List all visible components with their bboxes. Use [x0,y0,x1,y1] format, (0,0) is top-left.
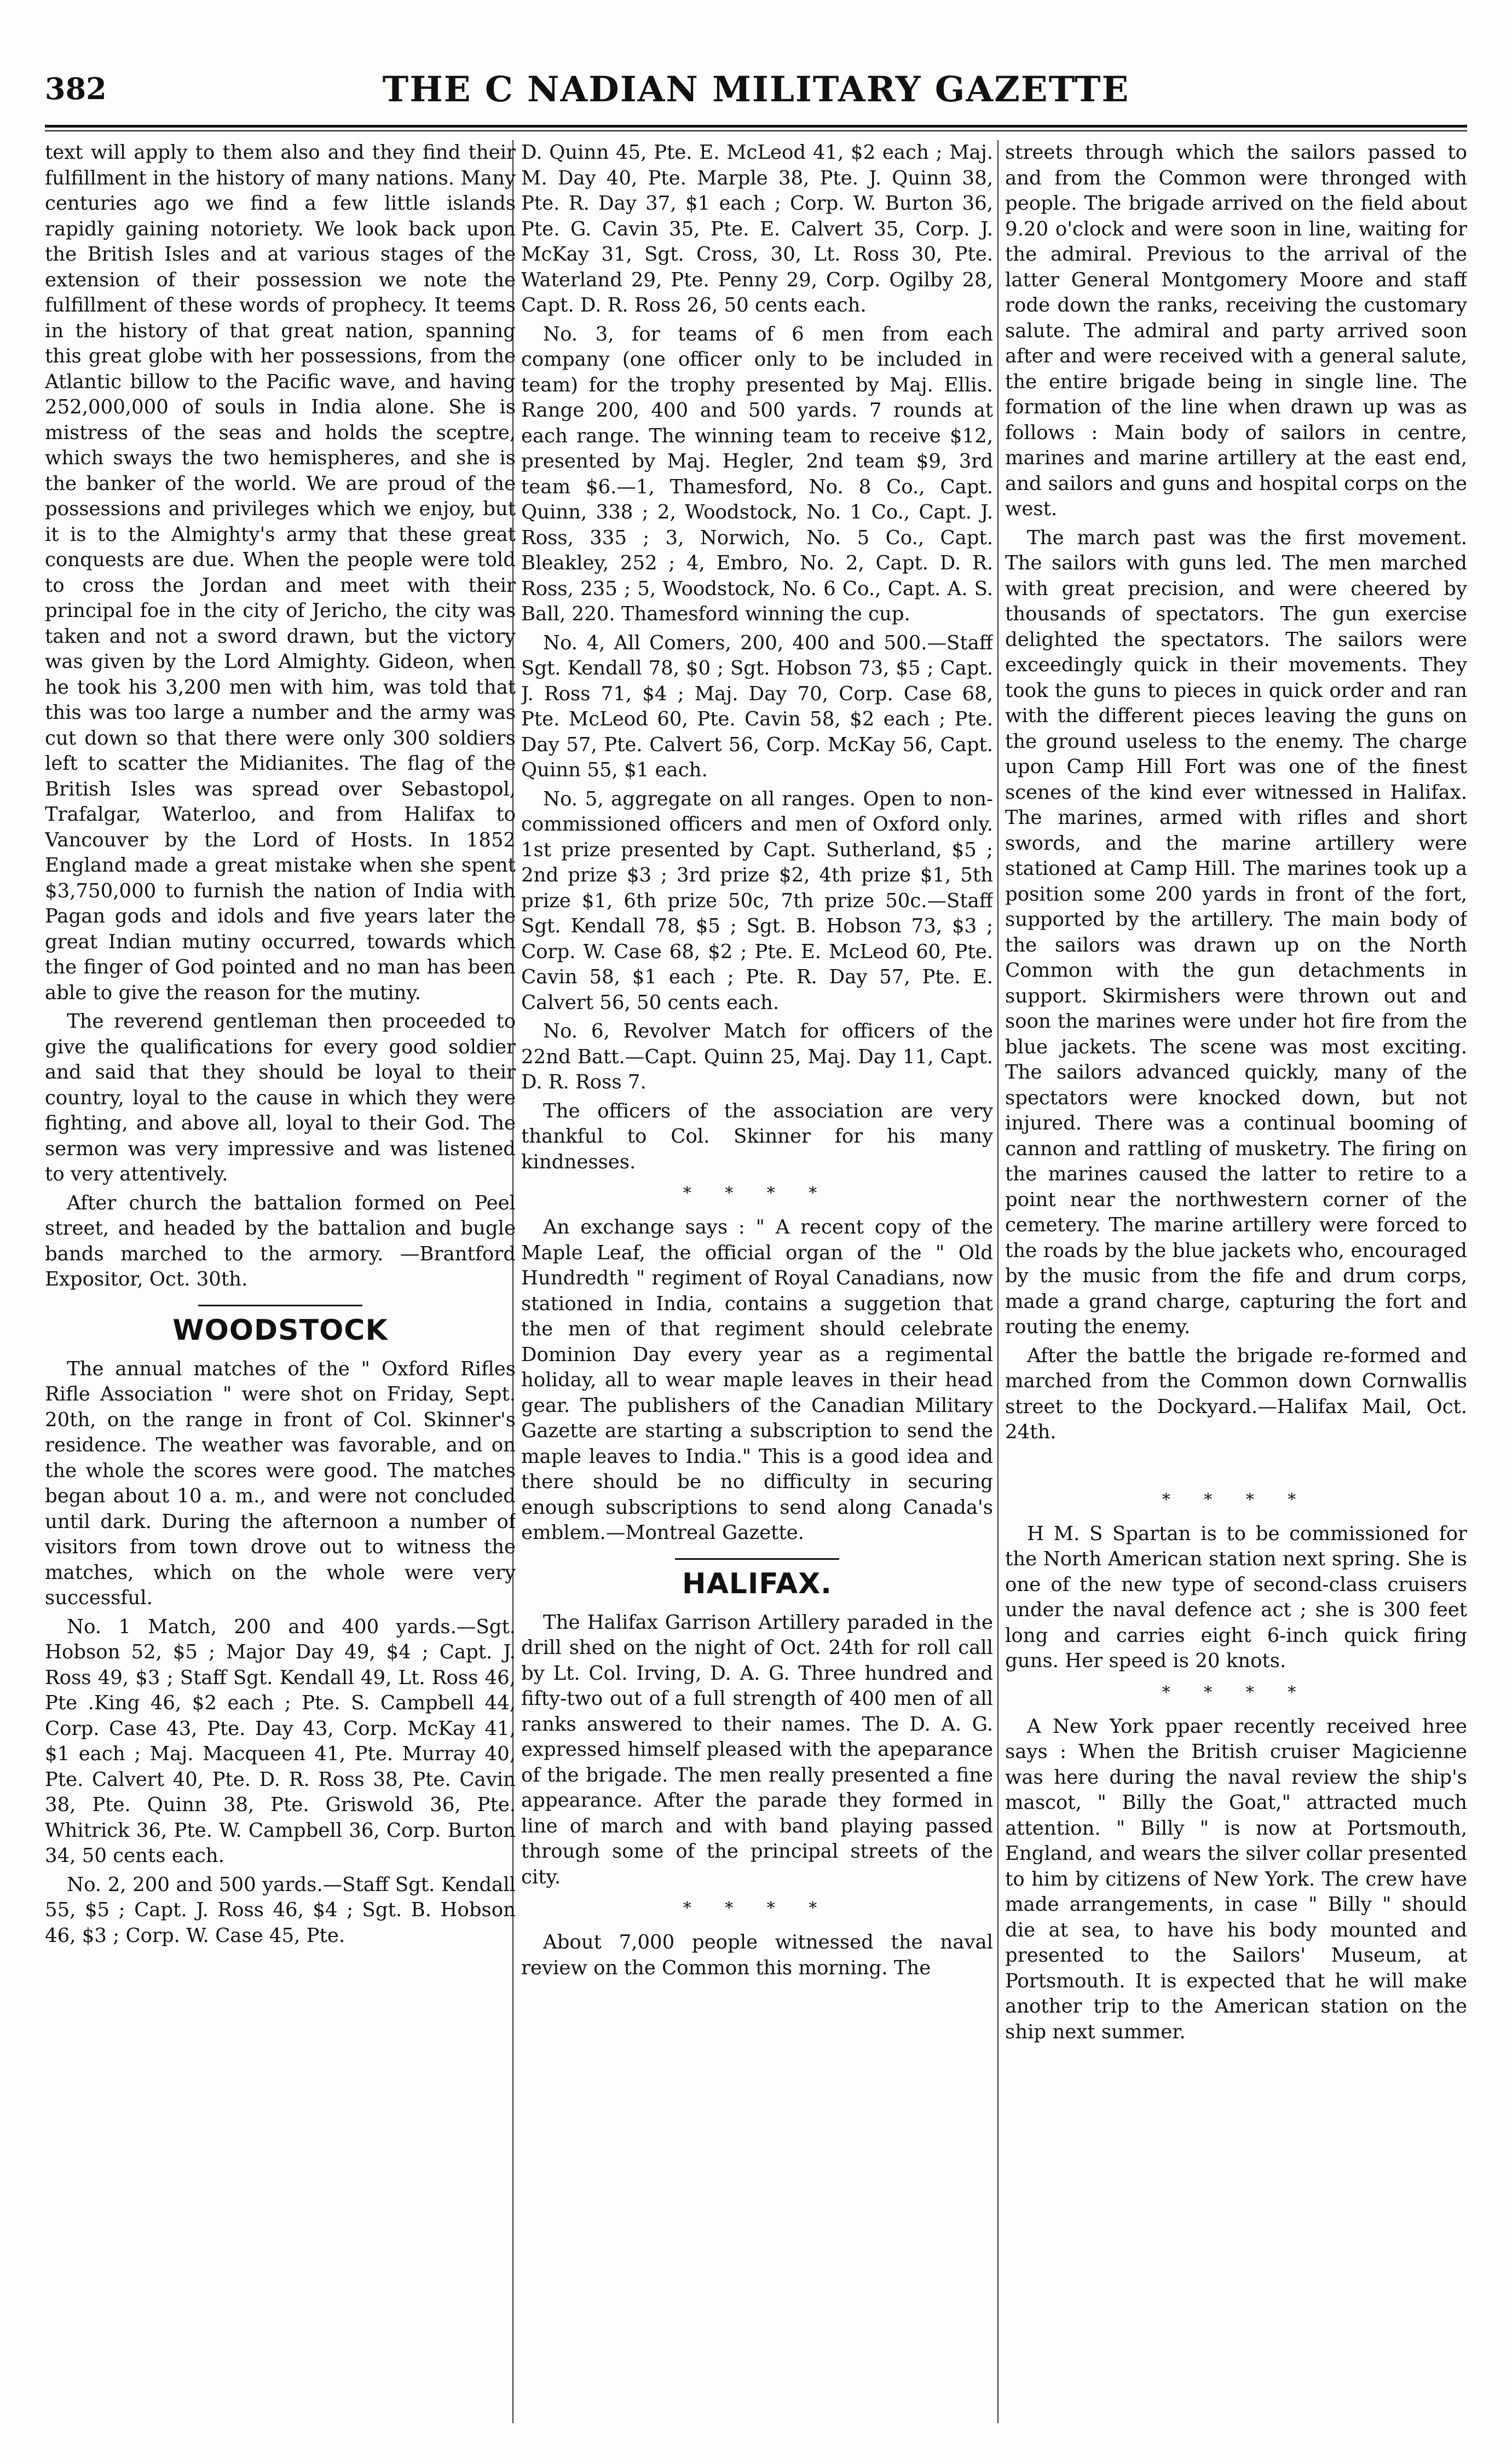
masthead [45,66,1467,120]
match-6-results: No. 6, Revolver Match for officers of the 22nd Batt.—Capt. Quinn 25, Maj. Day 11, Capt. D. R. Ross 7. [521,1020,993,1093]
column-divider-2 [997,140,999,2423]
naval-review-item: About 7,000 people witnessed the naval review on the Common this morning. The [521,1931,993,1979]
column-1 [45,140,516,2429]
woodstock-intro: The annual matches of the " Oxford Rifles Rifle Association " were shot on Friday, Sept. 20th, on the range in front of Col. Skinner's residence. The weather was favorable, and on the whole the scores were good. The matches began about 10 a. m., and were not concluded until dark. During the afternoon a number of visitors from town drove out to witness the matches, which on the whole were very successful. [45,1357,516,1609]
match-2-results: No. 2, 200 and 500 yards.—Staff Sgt. Kendall 55, $5 ; Capt. J. Ross 46, $4 ; Sgt. B. Hobson 46, $3 ; Corp. W. Case 45, Pte. [45,1873,516,1947]
star-separator: * * * * [683,1899,832,1918]
halifax-garrison-item: The Halifax Garrison Artillery paraded in the drill shed on the night of Oct. 24th for roll call by Lt. Col. Irving, D. A. G. Three hundred and fifty-two out of a full strength of 400 men of all ranks answered to their names. The D. A. G. expressed himself pleased with the apeparance of the brigade. The men really presented a fine appearance. After the parade they formed in line of march and with band playing passed through some of the principal streets of the city. [521,1611,993,1888]
match-5-results: No. 5, aggregate on all ranges. Open to non-commissioned officers and men of Oxford only. 1st prize presented by Capt. Sutherland, $5 ; 2nd prize $3 ; 3rd prize $2, 4th prize $1, 5th prize $1, 6th prize 50c, 7th prize 50c.—Staff Sgt. Kendall 78, $5 ; Sgt. B. Hobson 73, $3 ; Corp. W. Case 68, $2 ; Pte. E. McLeod 60, Pte. Cavin 58, $1 each ; Pte. R. Day 57, Pte. E. Calvert 56, 50 cents each. [521,787,993,1014]
brigade-reformed-item: After the battle the brigade re-formed and marched from the Common down Cornwallis street to the Dockyard.—Halifax Mail, Oct. 24th. [1005,1344,1467,1443]
section-divider [675,1558,839,1560]
march-past-item: The march past was the first movement. The sailors with guns led. The men marched with great precision, and were cheered by thousands of spectators. The gun exercise delighted the spectators. The sailors were exceedingly quick in their movements. They took the guns to pieces in quick order and ran with the different pieces leaving the guns on the ground useless to the enemy. The charge upon Camp Hill Fort was one of the finest scenes of the kind ever witnessed in Halifax. The marines, armed with rifles and short swords, and the marine artillery were stationed at Camp Hill. The marines took up a position some 200 yards in front of the fort, supported by the artillery. The main body of the sailors was drawn up on the North Common with the gun detachments in support. Skirmishers were thrown out and soon the marines were under hot fire from the blue jackets. The scene was most exciting. The sailors advanced quickly, many of the spectators were knocked down, but not injured. There was a continual booming of cannon and rattling of musketry. The firing on the marines caused the latter to retire to a point near the northwestern corner of the cemetery. The marine artillery were forced to the roads by the blue jackets who, encouraged by the music from the fife and drum corps, made a grand charge, capturing the fort and routing the enemy. [1005,526,1467,1338]
match-1-results: No. 1 Match, 200 and 400 yards.—Sgt. Hobson 52, $5 ; Major Day 49, $4 ; Capt. J. Ross 49, $3 ; Staff Sgt. Kendall 49, Lt. Ross 46, Pte .King 46, $2 each ; Pte. S. Campbell 44, Corp. Case 43, Pte. Day 43, Corp. McKay 41, $1 each ; Maj. Macqueen 41, Pte. Murray 40, Pte. Calvert 40, Pte. D. R. Ross 38, Pte. Cavin 38, Pte. Quinn 38, Pte. Griswold 36, Pte. Whitrick 36, Pte. W. Campbell 36, Corp. Burton 34, 50 cents each. [45,1615,516,1867]
maple-leaf-item: An exchange says : " A recent copy of the Maple Leaf, the official organ of the " Old Hundredth " regiment of Royal Canadians, now stationed in India, contains a suggetion that the men of that regiment should celebrate Dominion Day every year as a regimental holiday, all to wear maple leaves in their head gear. The publishers of the Canadian Military Gazette are starting a subscription to send the maple leaves to India." This is a good idea and there should be no difficulty in securing enough subscriptions to send along Canada's emblem.—Montreal Gazette. [521,1216,993,1544]
star-separator: * * * * [1162,1682,1311,1702]
battalion-march: After church the battalion formed on Peel street, and headed by the battalion and bugle bands marched to the armory. —Brantford Expositor, Oct. 30th. [45,1191,516,1290]
column-3 [1005,140,1467,2429]
section-divider [198,1305,362,1306]
masthead-rule-thin [45,130,1467,131]
woodstock-heading: WOODSTOCK [172,1313,388,1347]
star-separator: * * * * [683,1184,832,1203]
billy-goat-item: A New York ppaer recently received hree says : When the British cruiser Magicienne was here during the naval review the ship's mascot, " Billy the Goat," attracted much attention. " Billy " is now at Portsmouth, England, and wears the silver collar presented to him by citizens of New York. The crew have made arrangements, in case " Billy " should die at sea, to have his body mounted and presented to the Sailors' Museum, at Portsmouth. It is expected that he will make another trip to the American station on the ship next summer. [1005,1715,1467,2043]
match-2-continued: D. Quinn 45, Pte. E. McLeod 41, $2 each ; Maj. M. Day 40, Pte. Marple 38, Pte. J. Quinn 38, Pte. R. Day 37, $1 each ; Corp. W. Burton 36, Pte. G. Cavin 35, Pte. E. Calvert 35, Corp. J. McKay 31, Sgt. Cross, 30, Lt. Ross 30, Pte. Waterland 29, Pte. Penny 29, Corp. Ogilby 28, Capt. D. R. Ross 26, 50 cents each. [521,141,993,316]
sermon-text: text will apply to them also and they find their fulfillment in the history of many nations. Many centuries ago we find a few little islands rapidly gaining notoriety. We look back upon the British Isles and at various stages of the extension of their possession we note the fulfillment of these words of prophecy. It teems in the history of that great nation, spanning this great globe with her possessions, from the Atlantic billow to the Pacific wave, and having 252,000,000 of souls in India alone. She is mistress of the seas and holds the sceptre, which sways the two hemispheres, and she is the banker of the world. We are proud of the possessions and privileges which we enjoy, but it is to the Almighty's army that these great conquests are due. When the people were told to cross the Jordan and meet with their principal foe in the city of Jericho, the city was taken and not a sword drawn, but the victory was given by the Lord Almighty. Gideon, when he took his 3,200 men with him, was told that this was too large a number and the army was cut down so that there were only 300 soldiers left to scatter the Midianites. The flag of the British Isles was spread over Sebastopol, Trafalgar, Waterloo, and from Halifax to Vancouver by the Lord of Hosts. In 1852 England made a great mistake when she spent $3,750,000 to furnish the nation of India with Pagan gods and idols and five years later the great Indian mutiny occurred, towards which the finger of God pointed and no man has been able to give the reason for the mutiny. [45,141,516,1004]
sermon-qualifications: The reverend gentleman then proceeded to give the qualifications for every good soldier and said that they should be loyal to their country, loyal to the cause in which they were fighting, and above all, loyal to their God. The sermon was very impressive and was listened to very attentively. [45,1010,516,1185]
naval-review-continued: streets through which the sailors passed to and from the Common were thronged with people. The brigade arrived on the field about 9.20 o'clock and were soon in line, waiting for the admiral. Previous to the arrival of the latter General Montgomery Moore and staff rode down the ranks, receiving the customary salute. The admiral and party arrived soon after and were received with a general salute, the entire brigade being in single line. The formation of the line when drawn up was as follows : Main body of sailors in centre, marines and marine artillery at the east end, and sailors and guns and hospital corps on the west. [1005,141,1467,520]
star-separator: * * * * [1162,1490,1311,1509]
association-thanks: The officers of the association are very thankful to Col. Skinner for his many kindnesses. [521,1099,993,1173]
spacer [1005,1449,1467,1482]
match-3-results: No. 3, for teams of 6 men from each company (one officer only to be included in team) for the trophy presented by Maj. Ellis. Range 200, 400 and 500 yards. 7 rounds at each range. The winning team to receive $12, presented by Maj. Hegler, 2nd team $9, 3rd team $6.—1, Thamesford, No. 8 Co., Capt. Quinn, 338 ; 2, Woodstock, No. 1 Co., Capt. J. Ross, 335 ; 3, Norwich, No. 5 Co., Capt. Bleakley, 252 ; 4, Embro, No. 2, Capt. D. R. Ross, 235 ; 5, Woodstock, No. 6 Co., Capt. A. S. Ball, 220. Thamesford winning the cup. [521,322,993,625]
halifax-heading: HALIFAX. [682,1567,832,1600]
page-number: 382 [45,71,107,106]
match-4-results: No. 4, All Comers, 200, 400 and 500.—Staff Sgt. Kendall 78, $0 ; Sgt. Hobson 73, $5 ; Capt. J. Ross 71, $4 ; Maj. Day 70, Corp. Case 68, Pte. McLeod 60, Pte. Cavin 58, $2 each ; Pte. Day 57, Pte. Calvert 56, Corp. McKay 56, Capt. Quinn 55, $1 each. [521,631,993,781]
spartan-item: H M. S Spartan is to be commissioned for the North American station next spring. She is one of the new type of second-class cruisers under the naval defence act ; she is 300 feet long and carries eight 6-inch quick firing guns. Her speed is 20 knots. [1005,1522,1467,1672]
newspaper-title: THE C NADIAN MILITARY GAZETTE [382,69,1130,110]
masthead-rule [45,125,1467,128]
column-2 [521,140,993,2429]
